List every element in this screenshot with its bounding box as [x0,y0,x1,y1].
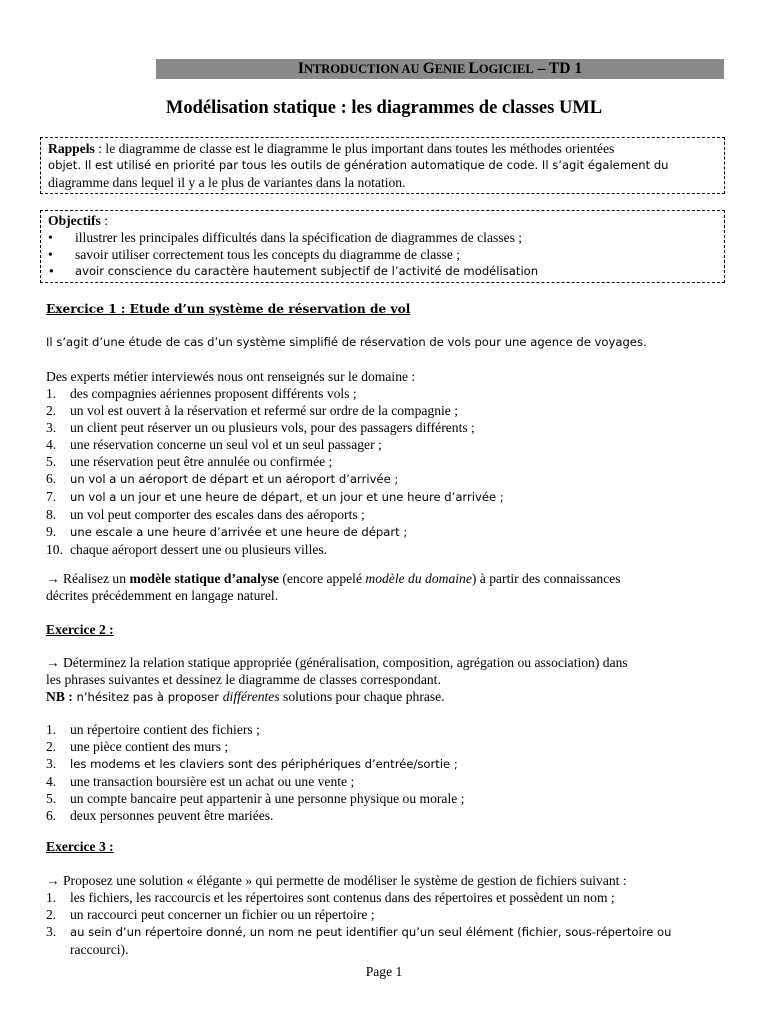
nb-label: NB : [46,689,73,704]
exercise-3-task: → Proposez une solution « élégante » qui permette de modéliser le système de gestion de fichiers suivant : 1. les fichiers, les raccourcis et les répertoires sont contenus dans des répertoires et possèdent un nom ; 2. un raccourci peut concerner un fichier ou un répertoire ; 3. au sein d’un répertoire donné, un nom ne peut identifier qu’un seul élément (fichier, sous-répertoire ou raccourci). [46,872,726,958]
list-item: 3. les modems et les claviers sont des périphériques d’entrée/sortie ; [46,756,458,771]
rappels-label: Rappels [48,141,95,156]
exercise-3-title: Exercice 3 : [46,839,114,854]
list-item: 10. chaque aéroport dessert une ou plusieurs villes. [46,542,328,557]
list-item: • savoir utiliser correctement tous les concepts du diagramme de classe ; [48,246,718,263]
list-item: 4. une réservation concerne un seul vol et un seul passager ; [46,437,382,452]
list-item: 2. une pièce contient des murs ; [46,739,229,754]
title-smallcaps: OGICIEL [478,62,534,76]
exercise-1-task: → Réalisez un modèle statique d’analyse (encore appelé modèle du domaine) à partir des connaissances décrites précédemment en langage naturel. [46,571,621,603]
exercise-2-list [46,721,726,824]
list-item: 4. une transaction boursière est un achat ou une vente ; [46,774,355,789]
list-item: 3. un client peut réserver un ou plusieurs vols, pour des passagers différents ; [46,420,475,435]
header-title-bar [156,59,724,79]
list-item: 6. un vol a un aéroport de départ et un aéroport d’arrivée ; [46,471,399,486]
list-item: 5. un compte bancaire peut appartenir à une personne physique ou morale ; [46,791,465,806]
rappels-box [40,137,725,194]
exercise-2-title: Exercice 2 : [46,622,114,637]
list-item: 1. les fichiers, les raccourcis et les répertoires sont contenus dans des répertoires et possèdent un nom ; [46,890,615,905]
rappels-line: Rappels : le diagramme de classe est le diagramme le plus important dans toutes les méthodes orientées [48,141,615,156]
exercise-1-title: Exercice 1 : Etude d’un système de réservation de vol [46,302,411,316]
objectifs-heading: Objectifs : [48,213,109,228]
list-item: • illustrer les principales difficultés dans la spécification de diagrammes de classes ; [48,229,718,246]
exercise-1-list [46,385,726,558]
list-item: 1. un répertoire contient des fichiers ; [46,722,260,737]
list-item: 3. au sein d’un répertoire donné, un nom ne peut identifier qu’un seul élément (fichier, sous-répertoire ou raccourci). [46,924,672,957]
list-item: 1. des compagnies aériennes proposent différents vols ; [46,386,357,401]
exercise-2-task: → Déterminez la relation statique appropriée (généralisation, composition, agrégation ou association) dans les phrases suivantes et dessinez le diagramme de classes correspondant. NB : n’hésitez pas à proposer différentes solutions pour chaque phrase. [46,655,628,704]
objectifs-label: Objectifs [48,213,101,228]
document-subtitle: Modélisation statique : les diagrammes de classes UML [165,98,603,118]
title-smallcaps: NTRODUCTION AU [303,62,423,76]
list-item: 2. un raccourci peut concerner un fichier ou un répertoire ; [46,907,375,922]
title-suffix: – TD 1 [533,60,583,77]
arrow-right-icon: → [46,571,60,586]
list-item: 9. une escale a une heure d’arrivée et une heure de départ ; [46,524,408,539]
list-item: • avoir conscience du caractère hautement subjectif de l’activité de modélisation [48,263,718,280]
list-item: 6. deux personnes peuvent être mariées. [46,808,274,823]
title-initial: G [422,60,435,77]
arrow-right-icon: → [46,655,60,670]
rappels-line: diagramme dans lequel il y a le plus de variantes dans la notation. [48,175,406,190]
list-item: 2. un vol est ouvert à la réservation et refermé sur ordre de la compagnie ; [46,403,459,418]
list-item: 8. un vol peut comporter des escales dans des aéroports ; [46,507,365,522]
rappels-line: objet. Il est utilisé en priorité par tous les outils de génération automatique de code. Il s’agit également du [48,158,669,172]
list-item: 7. un vol a un jour et une heure de départ, et un jour et une heure d’arrivée ; [46,489,504,504]
objectifs-box [40,210,725,283]
exercise-1-intro: Il s’agit d’une étude de cas d’un système simplifié de réservation de vols pour une agence de voyages. [46,335,647,349]
title-smallcaps: ENIE [434,62,469,76]
objectifs-list [48,229,718,280]
exercise-1-lead: Des experts métier interviewés nous ont renseignés sur le domaine : [46,369,416,384]
arrow-right-icon: → [46,873,60,888]
title-initial: I [297,60,304,77]
page-number: Page 1 [365,964,403,979]
title-initial: L [468,60,479,77]
list-item: 5. une réservation peut être annulée ou confirmée ; [46,454,333,469]
